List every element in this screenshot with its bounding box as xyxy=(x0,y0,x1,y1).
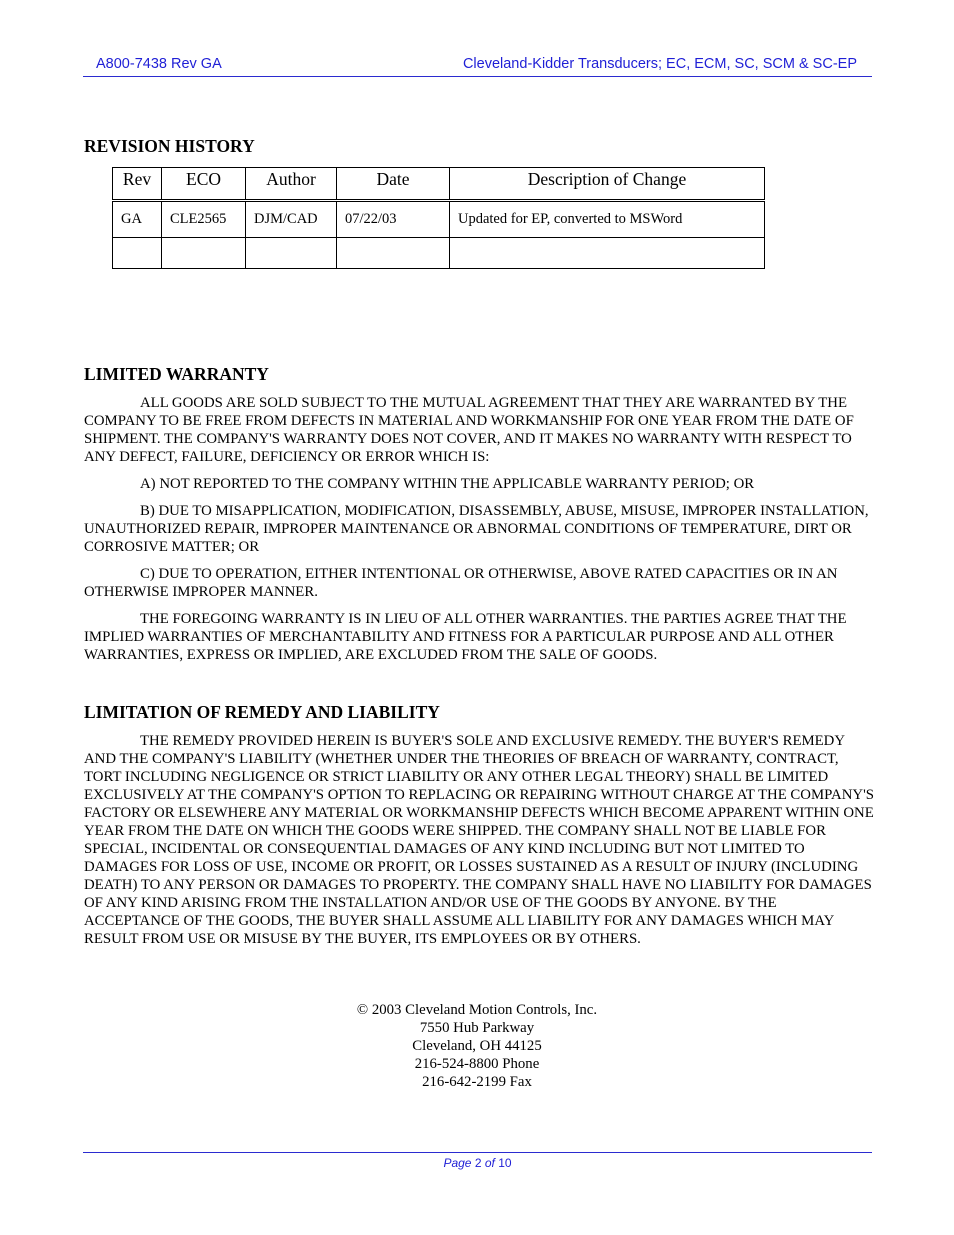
copyright-line: © 2003 Cleveland Motion Controls, Inc. xyxy=(356,1002,598,1018)
cell-eco: CLE2565 xyxy=(162,201,246,238)
street-address: 7550 Hub Parkway xyxy=(419,1020,535,1036)
warranty-clause-a: A) NOT REPORTED TO THE COMPANY WITHIN THE APPLICABLE WARRANTY PERIOD; OR xyxy=(140,476,755,492)
warranty-clause-c: C) DUE TO OPERATION, EITHER INTENTIONAL OR OTHERWISE, ABOVE RATED CAPACITIES OR IN AN OTHERWISE IMPROPER MANNER. xyxy=(84,566,838,600)
document-number: A800-7438 Rev GA xyxy=(96,56,222,72)
cell-author xyxy=(246,238,337,269)
limitation-body xyxy=(84,732,874,957)
total-pages: 10 xyxy=(498,1156,512,1170)
page-word: Page xyxy=(443,1156,472,1170)
cell-rev xyxy=(113,238,162,269)
cell-author: DJM/CAD xyxy=(246,201,337,238)
fax-number: 216-642-2199 Fax xyxy=(422,1074,532,1090)
column-header-author: Author xyxy=(246,168,337,201)
table-header-row xyxy=(113,168,765,201)
revision-history-heading: REVISION HISTORY xyxy=(84,136,255,156)
warranty-disclaimer: THE FOREGOING WARRANTY IS IN LIEU OF ALL OTHER WARRANTIES. THE PARTIES AGREE THAT THE IMPLIED WARRANTIES OF MERCHANTABILITY AND FITNESS FOR A PARTICULAR PURPOSE AND ALL OTHER WARRANTIES, EXPRESS OR IMPLIED, ARE EXCLUDED FROM THE SALE OF GOODS. xyxy=(84,611,847,663)
page-footer xyxy=(83,1152,872,1170)
cell-date: 07/22/03 xyxy=(337,201,450,238)
document-title: Cleveland-Kidder Transducers; EC, ECM, SC, SCM & SC-EP xyxy=(462,56,857,72)
limitation-heading: LIMITATION OF REMEDY AND LIABILITY xyxy=(84,702,440,722)
limitation-paragraph: THE REMEDY PROVIDED HEREIN IS BUYER'S SOLE AND EXCLUSIVE REMEDY. THE BUYER'S REMEDY AND THE COMPANY'S LIABILITY (WHETHER UNDER THE THEORIES OF BREACH OF WARRANTY, CONTRACT, TORT INCLUDING NEGLIGENCE OR STRICT LIABILITY OR ANY OTHER LEGAL THEORY) SHALL BE LIMITED EXCLUSIVELY AT THE COMPANY'S OPTION TO REPLACING OR REPAIRING WITHOUT CHARGE AT THE COMPANY'S FACTORY OR ELSEWHERE ANY MATERIAL OR WORKMANSHIP DEFECTS WHICH BECOME APPARENT WITHIN ONE YEAR FROM THE DATE ON WHICH THE GOODS WERE SHIPPED. THE COMPANY SHALL NOT BE LIABLE FOR SPECIAL, INCIDENTAL OR CONSEQUENTIAL DAMAGES OF ANY KIND INCLUDING BUT NOT LIMITED TO DAMAGES FOR LOSS OF USE, INCOME OR PROFIT, OR LOSSES SUSTAINED AS A RESULT OF INJURY (INCLUDING DEATH) TO ANY PERSON OR DAMAGES TO PROPERTY. THE COMPANY SHALL HAVE NO LIABILITY FOR DAMAGES OF ANY KIND ARISING FROM THE INSTALLATION AND/OR USE OF THE GOODS BY ANYONE. BY THE ACCEPTANCE OF THE GOODS, THE BUYER SHALL ASSUME ALL LIABILITY FOR ANY DAMAGES WHICH MAY RESULT FROM USE OR MISUSE BY THE BUYER, ITS EMPLOYEES OR BY OTHERS. xyxy=(84,733,874,947)
warranty-clause-b: B) DUE TO MISAPPLICATION, MODIFICATION, DISASSEMBLY, ABUSE, MISUSE, IMPROPER INSTALLATION, UNAUTHORIZED REPAIR, IMPROPER MAINTENANCE OR ABNORMAL CONDITIONS OF TEMPERATURE, DIRT OR CORROSIVE MATTER; OR xyxy=(84,503,869,555)
table-row xyxy=(113,238,765,269)
cell-description xyxy=(450,238,765,269)
column-header-description: Description of Change xyxy=(450,168,765,201)
cell-eco xyxy=(162,238,246,269)
limited-warranty-body xyxy=(84,394,874,673)
column-header-rev: Rev xyxy=(113,168,162,201)
cell-description: Updated for EP, converted to MSWord xyxy=(450,201,765,238)
cell-rev: GA xyxy=(113,201,162,238)
column-header-eco: ECO xyxy=(162,168,246,201)
limited-warranty-heading: LIMITED WARRANTY xyxy=(84,364,269,384)
column-header-date: Date xyxy=(337,168,450,201)
page-header xyxy=(83,55,872,77)
page-number: 2 xyxy=(474,1156,482,1170)
revision-history-table xyxy=(112,167,765,269)
warranty-paragraph: ALL GOODS ARE SOLD SUBJECT TO THE MUTUAL AGREEMENT THAT THEY ARE WARRANTED BY THE COMPANY TO BE FREE FROM DEFECTS IN MATERIAL AND WORKMANSHIP FOR ONE YEAR FROM THE DATE OF SHIPMENT. THE COMPANY'S WARRANTY DOES NOT COVER, AND IT MAKES NO WARRANTY WITH RESPECT TO ANY DEFECT, FAILURE, DEFICIENCY OR ERROR WHICH IS: xyxy=(84,395,854,465)
table-row xyxy=(113,201,765,238)
city-state-zip: Cleveland, OH 44125 xyxy=(412,1038,542,1054)
cell-date xyxy=(337,238,450,269)
of-word: of xyxy=(484,1156,495,1170)
company-contact-block xyxy=(0,1001,954,1091)
phone-number: 216-524-8800 Phone xyxy=(414,1056,540,1072)
